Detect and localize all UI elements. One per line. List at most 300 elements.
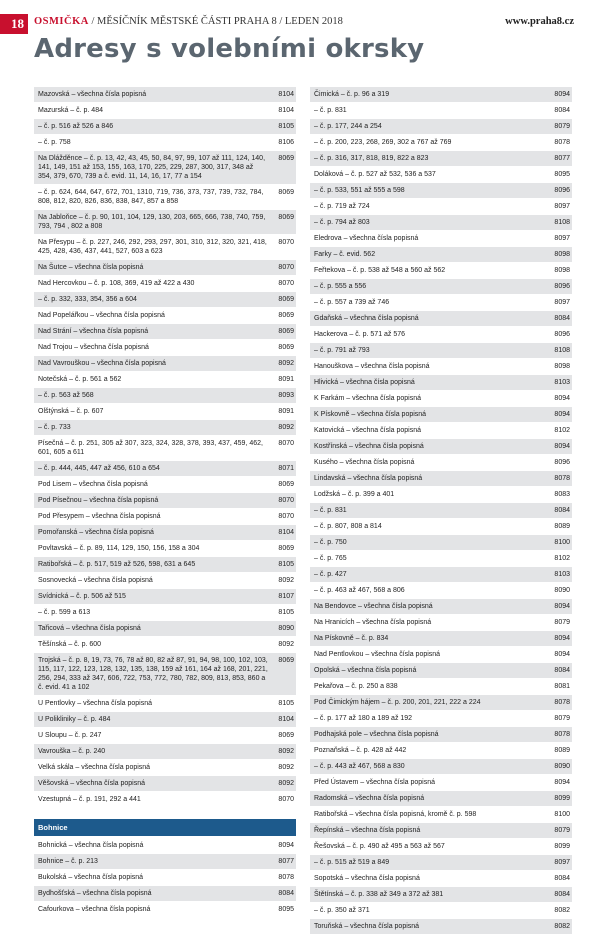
table-row bbox=[310, 471, 572, 487]
left-address-list bbox=[34, 87, 296, 808]
table-row bbox=[310, 823, 572, 839]
street-text: Pomořanská – všechna čísla popisná bbox=[38, 529, 154, 536]
precinct-number: 8099 bbox=[554, 795, 570, 802]
table-row bbox=[34, 324, 296, 340]
table-row bbox=[34, 276, 296, 292]
table-row bbox=[310, 439, 572, 455]
table-row bbox=[310, 631, 572, 647]
street-text: Hlivická – všechna čísla popisná bbox=[314, 379, 415, 386]
precinct-number: 8078 bbox=[554, 731, 570, 738]
table-row bbox=[310, 103, 572, 119]
street-text: – č. p. 316, 317, 818, 819, 822 a 823 bbox=[314, 155, 429, 162]
precinct-number: 8096 bbox=[554, 187, 570, 194]
table-row bbox=[310, 759, 572, 775]
street-text: Čimická – č. p. 96 a 319 bbox=[314, 91, 390, 98]
street-text: – č. p. 831 bbox=[314, 507, 347, 514]
street-text: – č. p. 515 až 519 a 849 bbox=[314, 859, 390, 866]
street-text: Štětínská – č. p. 338 až 349 a 372 až 381 bbox=[314, 891, 444, 898]
table-row bbox=[310, 87, 572, 103]
street-text: K Farkám – všechna čísla popisná bbox=[314, 395, 421, 402]
street-text: Povltavská – č. p. 89, 114, 129, 150, 156, 158 a 304 bbox=[38, 545, 200, 552]
precinct-number: 8098 bbox=[554, 251, 570, 258]
precinct-number: 8069 bbox=[278, 312, 294, 319]
table-row bbox=[310, 919, 572, 935]
street-text: Katovická – všechna čísla popisná bbox=[314, 427, 422, 434]
table-row bbox=[34, 525, 296, 541]
street-text: Pod Přesypem – všechna čísla popisná bbox=[38, 513, 161, 520]
page-header bbox=[0, 0, 600, 36]
precinct-number: 8091 bbox=[278, 408, 294, 415]
right-column bbox=[310, 87, 572, 935]
precinct-number: 8102 bbox=[554, 427, 570, 434]
table-row bbox=[34, 776, 296, 792]
precinct-number: 8104 bbox=[278, 716, 294, 723]
precinct-number: 8078 bbox=[554, 475, 570, 482]
street-text: Hackerova – č. p. 571 až 576 bbox=[314, 331, 406, 338]
table-row bbox=[34, 420, 296, 436]
table-row bbox=[310, 855, 572, 871]
table-row bbox=[310, 679, 572, 695]
table-row bbox=[310, 567, 572, 583]
street-text: Poznaňská – č. p. 428 až 442 bbox=[314, 747, 407, 754]
table-row bbox=[310, 807, 572, 823]
table-row bbox=[34, 792, 296, 808]
precinct-number: 8070 bbox=[278, 513, 294, 520]
precinct-number: 8070 bbox=[278, 280, 294, 287]
table-row bbox=[310, 135, 572, 151]
table-row bbox=[34, 653, 296, 696]
street-text: – č. p. 350 až 371 bbox=[314, 907, 370, 914]
street-text: Kostřínská – všechna čísla popisná bbox=[314, 443, 424, 450]
precinct-number: 8069 bbox=[278, 481, 294, 488]
street-text: Olštýnská – č. p. 607 bbox=[38, 408, 104, 415]
table-row bbox=[34, 573, 296, 589]
precinct-number: 8078 bbox=[278, 873, 294, 881]
street-text: Podhajská pole – všechna čísla popisná bbox=[314, 731, 439, 738]
table-row bbox=[34, 637, 296, 653]
precinct-number: 8070 bbox=[278, 796, 294, 803]
table-row bbox=[34, 461, 296, 477]
street-text: Kusého – všechna čísla popisná bbox=[314, 459, 415, 466]
table-row bbox=[310, 263, 572, 279]
table-row bbox=[310, 615, 572, 631]
table-row bbox=[34, 696, 296, 712]
precinct-number: 8108 bbox=[554, 219, 570, 226]
bohnice-address-list bbox=[34, 838, 296, 918]
precinct-number: 8097 bbox=[554, 859, 570, 866]
street-text: Pekařova – č. p. 250 a 838 bbox=[314, 683, 398, 690]
street-text: Bukolská – všechna čísla popisná bbox=[38, 873, 144, 881]
street-text: Mazovská – všechna čísla popisná bbox=[38, 91, 147, 98]
table-row bbox=[310, 423, 572, 439]
precinct-number: 8103 bbox=[554, 571, 570, 578]
precinct-number: 8077 bbox=[278, 857, 294, 865]
street-text: Lindavská – všechna čísla popisná bbox=[314, 475, 423, 482]
street-text: Toruňská – všechna čísla popisná bbox=[314, 923, 420, 930]
table-row bbox=[34, 838, 296, 854]
street-text: Ratibořská – všechna čísla popisná, kromě č. p. 598 bbox=[314, 811, 477, 818]
street-text: Před Ústavem – všechna čísla popisná bbox=[314, 779, 436, 786]
precinct-number: 8084 bbox=[554, 875, 570, 882]
street-text: – č. p. 332, 333, 354, 356 a 604 bbox=[38, 296, 137, 303]
table-row bbox=[34, 210, 296, 235]
street-text: Nad Popelářkou – všechna čísla popisná bbox=[38, 312, 165, 319]
street-text: Vavrouška – č. p. 240 bbox=[38, 748, 106, 755]
precinct-number: 8069 bbox=[278, 214, 294, 221]
street-text: Cafourkova – všechna čísla popisná bbox=[38, 905, 151, 913]
table-row bbox=[310, 503, 572, 519]
table-row bbox=[34, 151, 296, 185]
table-row bbox=[310, 663, 572, 679]
table-row bbox=[34, 372, 296, 388]
precinct-number: 8082 bbox=[554, 923, 570, 930]
street-text: Pod Písečnou – všechna čísla popisná bbox=[38, 497, 159, 504]
street-text: Lodžská – č. p. 399 a 401 bbox=[314, 491, 395, 498]
street-text: – č. p. 831 bbox=[314, 107, 347, 114]
precinct-number: 8078 bbox=[554, 699, 570, 706]
table-row bbox=[34, 744, 296, 760]
table-row bbox=[34, 260, 296, 276]
table-row bbox=[34, 436, 296, 461]
precinct-number: 8092 bbox=[278, 748, 294, 755]
precinct-number: 8090 bbox=[554, 763, 570, 770]
table-row bbox=[310, 871, 572, 887]
precinct-number: 8070 bbox=[278, 264, 294, 271]
precinct-number: 8092 bbox=[278, 780, 294, 787]
table-row bbox=[310, 647, 572, 663]
street-text: Hanouškova – všechna čísla popisná bbox=[314, 363, 430, 370]
street-text: Na Hranicích – všechna čísla popisná bbox=[314, 619, 432, 626]
table-row bbox=[34, 557, 296, 573]
street-text: Řepínská – všechna čísla popisná bbox=[314, 827, 421, 834]
table-row bbox=[310, 535, 572, 551]
precinct-number: 8079 bbox=[554, 619, 570, 626]
table-row bbox=[310, 839, 572, 855]
table-row bbox=[310, 775, 572, 791]
publication-line bbox=[34, 16, 343, 27]
street-text: Nad Strání – všechna čísla popisná bbox=[38, 328, 149, 335]
precinct-number: 8097 bbox=[554, 299, 570, 306]
street-text: Sosnovecká – všechna čísla popisná bbox=[38, 577, 153, 584]
street-text: – č. p. 733 bbox=[38, 424, 71, 431]
precinct-number: 8093 bbox=[278, 392, 294, 399]
table-row bbox=[34, 356, 296, 372]
precinct-number: 8094 bbox=[554, 395, 570, 402]
table-row bbox=[34, 902, 296, 918]
right-address-list bbox=[310, 87, 572, 935]
precinct-number: 8070 bbox=[278, 239, 294, 246]
table-row bbox=[310, 247, 572, 263]
street-text: Na Jabloňce – č. p. 90, 101, 104, 129, 130, 203, 665, 666, 738, 740, 759, 793, 794 , 802 a 808 bbox=[38, 214, 266, 230]
table-row bbox=[310, 199, 572, 215]
precinct-number: 8108 bbox=[554, 347, 570, 354]
table-row bbox=[310, 327, 572, 343]
street-text: Na Bendovce – všechna čísla popisná bbox=[314, 603, 433, 610]
table-row bbox=[34, 712, 296, 728]
street-text: – č. p. 555 a 556 bbox=[314, 283, 367, 290]
table-row bbox=[310, 231, 572, 247]
precinct-number: 8084 bbox=[554, 667, 570, 674]
street-text: U Polikliniky – č. p. 484 bbox=[38, 716, 111, 723]
street-text: – č. p. 758 bbox=[38, 139, 71, 146]
precinct-number: 8070 bbox=[278, 440, 294, 447]
precinct-number: 8099 bbox=[554, 843, 570, 850]
precinct-number: 8100 bbox=[554, 811, 570, 818]
precinct-number: 8106 bbox=[278, 139, 294, 146]
table-row bbox=[34, 621, 296, 637]
precinct-number: 8084 bbox=[554, 315, 570, 322]
table-row bbox=[310, 551, 572, 567]
table-row bbox=[34, 854, 296, 870]
street-text: K Pískovně – všechna čísla popisná bbox=[314, 411, 427, 418]
precinct-number: 8089 bbox=[554, 747, 570, 754]
table-row bbox=[310, 375, 572, 391]
table-row bbox=[310, 903, 572, 919]
street-text: – č. p. 765 bbox=[314, 555, 347, 562]
street-text: Svídnická – č. p. 506 až 515 bbox=[38, 593, 126, 600]
precinct-number: 8082 bbox=[554, 907, 570, 914]
precinct-number: 8097 bbox=[554, 203, 570, 210]
street-text: Nad Vavrouškou – všechna čísla popisná bbox=[38, 360, 166, 367]
table-row bbox=[310, 407, 572, 423]
street-text: – č. p. 463 až 467, 568 a 806 bbox=[314, 587, 405, 594]
table-row bbox=[310, 711, 572, 727]
precinct-number: 8069 bbox=[278, 296, 294, 303]
precinct-number: 8069 bbox=[278, 155, 294, 162]
street-text: – č. p. 200, 223, 268, 269, 302 a 767 až 769 bbox=[314, 139, 452, 146]
street-text: Mazurská – č. p. 484 bbox=[38, 107, 103, 114]
street-text: Pod Lisem – všechna čísla popisná bbox=[38, 481, 148, 488]
publication-subtitle: / MĚSÍČNÍK MĚSTSKÉ ČÁSTI PRAHA 8 / LEDEN 2018 bbox=[91, 16, 343, 27]
street-text: – č. p. 444, 445, 447 až 456, 610 a 654 bbox=[38, 465, 160, 472]
street-text: Řešovská – č. p. 490 až 495 a 563 až 567 bbox=[314, 843, 445, 850]
table-row bbox=[310, 519, 572, 535]
precinct-number: 8069 bbox=[278, 328, 294, 335]
street-text: Feřtekova – č. p. 538 až 548 a 560 až 562 bbox=[314, 267, 446, 274]
street-text: Bohnice – č. p. 213 bbox=[38, 857, 98, 865]
table-row bbox=[310, 343, 572, 359]
precinct-number: 8084 bbox=[554, 891, 570, 898]
table-row bbox=[310, 743, 572, 759]
precinct-number: 8078 bbox=[554, 139, 570, 146]
street-text: – č. p. 516 až 526 a 846 bbox=[38, 123, 114, 130]
table-row bbox=[34, 728, 296, 744]
precinct-number: 8079 bbox=[554, 827, 570, 834]
street-text: Těšínská – č. p. 600 bbox=[38, 641, 102, 648]
street-text: Na Šutce – všechna čísla popisná bbox=[38, 264, 144, 271]
table-row bbox=[34, 185, 296, 210]
page-number: 18 bbox=[0, 14, 28, 34]
table-row bbox=[34, 292, 296, 308]
street-text: – č. p. 443 až 467, 568 a 830 bbox=[314, 763, 405, 770]
table-row bbox=[34, 308, 296, 324]
precinct-number: 8091 bbox=[278, 376, 294, 383]
table-row bbox=[34, 404, 296, 420]
precinct-number: 8105 bbox=[278, 609, 294, 616]
street-text: Pod Čimickým hájem – č. p. 200, 201, 221, 222 a 224 bbox=[314, 699, 481, 706]
street-text: Vzestupná – č. p. 191, 292 a 441 bbox=[38, 796, 141, 803]
precinct-number: 8104 bbox=[278, 107, 294, 114]
street-text: Velká skála – všechna čísla popisná bbox=[38, 764, 151, 771]
precinct-number: 8081 bbox=[554, 683, 570, 690]
page-title: Adresy s volebními okrsky bbox=[34, 34, 425, 64]
street-text: – č. p. 624, 644, 647, 672, 701, 1310, 719, 736, 373, 737, 739, 732, 784, 808, 812, 820, 826, 836, 838, 847, 857 a 858 bbox=[38, 189, 264, 205]
table-row bbox=[34, 760, 296, 776]
precinct-number: 8094 bbox=[554, 635, 570, 642]
table-row bbox=[34, 541, 296, 557]
table-row bbox=[310, 295, 572, 311]
precinct-number: 8071 bbox=[278, 465, 294, 472]
street-text: – č. p. 427 bbox=[314, 571, 347, 578]
precinct-number: 8079 bbox=[554, 123, 570, 130]
table-row bbox=[310, 727, 572, 743]
street-text: – č. p. 599 a 613 bbox=[38, 609, 91, 616]
street-text: Věšovská – všechna čísla popisná bbox=[38, 780, 146, 787]
street-text: – č. p. 533, 551 až 555 a 598 bbox=[314, 187, 405, 194]
table-row bbox=[34, 605, 296, 621]
table-row bbox=[310, 391, 572, 407]
precinct-number: 8092 bbox=[278, 360, 294, 367]
street-text: U Sloupu – č. p. 247 bbox=[38, 732, 102, 739]
table-row bbox=[34, 119, 296, 135]
street-text: Tařicová – všechna čísla popisná bbox=[38, 625, 141, 632]
table-row bbox=[310, 455, 572, 471]
table-row bbox=[310, 791, 572, 807]
precinct-number: 8094 bbox=[554, 443, 570, 450]
street-text: Nad Trojou – všechna čísla popisná bbox=[38, 344, 149, 351]
precinct-number: 8096 bbox=[554, 459, 570, 466]
table-row bbox=[310, 359, 572, 375]
precinct-number: 8094 bbox=[554, 651, 570, 658]
street-text: Na Dlážděnce – č. p. 13, 42, 43, 45, 50, 84, 97, 99, 107 až 111, 124, 140, 141, 149, 151 až 153, 155, 163, 170, 225, 229, 287, 300, 317, 348 až 354, 379, 670, 739 a č. evid. 11, 14, 16, 17, 77 a 154 bbox=[38, 155, 266, 180]
table-row bbox=[34, 340, 296, 356]
table-row bbox=[34, 886, 296, 902]
table-row bbox=[34, 870, 296, 886]
precinct-number: 8094 bbox=[278, 841, 294, 849]
precinct-number: 8104 bbox=[278, 529, 294, 536]
precinct-number: 8069 bbox=[278, 189, 294, 196]
street-text: Ratibořská – č. p. 517, 519 až 526, 598, 631 a 645 bbox=[38, 561, 196, 568]
precinct-number: 8090 bbox=[278, 625, 294, 632]
street-text: – č. p. 563 až 568 bbox=[38, 392, 94, 399]
street-text: Na Přesypu – č. p. 227, 246, 292, 293, 297, 301, 310, 312, 320, 321, 418, 425, 428, 436, 437, 441, 527, 603 a 623 bbox=[38, 239, 267, 255]
table-row bbox=[310, 695, 572, 711]
precinct-number: 8092 bbox=[278, 641, 294, 648]
table-row bbox=[34, 493, 296, 509]
street-text: – č. p. 719 až 724 bbox=[314, 203, 370, 210]
table-row bbox=[310, 215, 572, 231]
street-text: Doláková – č. p. 527 až 532, 536 a 537 bbox=[314, 171, 436, 178]
precinct-number: 8096 bbox=[554, 331, 570, 338]
website-link[interactable]: www.praha8.cz bbox=[505, 16, 574, 27]
table-row bbox=[34, 235, 296, 260]
precinct-number: 8083 bbox=[554, 491, 570, 498]
table-row bbox=[34, 103, 296, 119]
street-text: Písečná – č. p. 251, 305 až 307, 323, 324, 328, 378, 393, 437, 459, 462, 601, 605 a 611 bbox=[38, 440, 263, 456]
street-text: Bohnická – všechna čísla popisná bbox=[38, 841, 144, 849]
publication-brand: OSMIČKA bbox=[34, 16, 89, 27]
precinct-number: 8092 bbox=[278, 424, 294, 431]
street-text: – č. p. 791 až 793 bbox=[314, 347, 370, 354]
precinct-number: 8089 bbox=[554, 523, 570, 530]
street-text: Gdaňská – všechna čísla popisná bbox=[314, 315, 419, 322]
precinct-number: 8100 bbox=[554, 539, 570, 546]
precinct-number: 8069 bbox=[278, 657, 294, 664]
precinct-number: 8084 bbox=[278, 889, 294, 897]
precinct-number: 8095 bbox=[554, 171, 570, 178]
street-text: – č. p. 177, 244 a 254 bbox=[314, 123, 382, 130]
precinct-number: 8092 bbox=[278, 764, 294, 771]
street-text: – č. p. 750 bbox=[314, 539, 347, 546]
table-row bbox=[310, 183, 572, 199]
street-text: – č. p. 794 až 803 bbox=[314, 219, 370, 226]
street-text: – č. p. 557 a 739 až 746 bbox=[314, 299, 390, 306]
street-text: Farky – č. evid. 562 bbox=[314, 251, 376, 258]
precinct-number: 8094 bbox=[554, 779, 570, 786]
precinct-number: 8107 bbox=[278, 593, 294, 600]
precinct-number: 8105 bbox=[278, 123, 294, 130]
precinct-number: 8102 bbox=[554, 555, 570, 562]
street-text: U Pentlovky – všechna čísla popisná bbox=[38, 700, 153, 707]
street-text: Eledrova – všechna čísla popisná bbox=[314, 235, 419, 242]
precinct-number: 8094 bbox=[554, 603, 570, 610]
precinct-number: 8098 bbox=[554, 267, 570, 274]
street-text: Na Pískovně – č. p. 834 bbox=[314, 635, 389, 642]
precinct-number: 8069 bbox=[278, 732, 294, 739]
table-row bbox=[310, 279, 572, 295]
precinct-number: 8104 bbox=[278, 91, 294, 98]
precinct-number: 8105 bbox=[278, 561, 294, 568]
table-row bbox=[34, 477, 296, 493]
table-row bbox=[310, 151, 572, 167]
section-header-bohnice: Bohnice bbox=[34, 819, 296, 836]
table-row bbox=[34, 388, 296, 404]
street-text: Trojská – č. p. 8, 19, 73, 76, 78 až 80, 82 až 87, 91, 94, 98, 100, 102, 103, 115, 117, 122, 123, 128, 132, 135, 138, 159 až 161, 164 až 168, 201, 221, 256, 294, 333 až 347, 606, 722, 753, 772, 780, 782, 809, 813, 853, 860 a č. evid. 41 a 102 bbox=[38, 657, 268, 691]
street-text: Bydhošťská – všechna čísla popisná bbox=[38, 889, 152, 897]
table-row bbox=[310, 887, 572, 903]
precinct-number: 8105 bbox=[278, 700, 294, 707]
precinct-number: 8084 bbox=[554, 107, 570, 114]
table-row bbox=[34, 589, 296, 605]
precinct-number: 8090 bbox=[554, 587, 570, 594]
precinct-number: 8103 bbox=[554, 379, 570, 386]
precinct-number: 8070 bbox=[278, 497, 294, 504]
street-text: Nad Pentlovkou – všechna čísla popisná bbox=[314, 651, 441, 658]
precinct-number: 8079 bbox=[554, 715, 570, 722]
precinct-number: 8094 bbox=[554, 91, 570, 98]
precinct-number: 8097 bbox=[554, 235, 570, 242]
table-row bbox=[34, 135, 296, 151]
left-column bbox=[34, 87, 296, 918]
table-row bbox=[34, 509, 296, 525]
precinct-number: 8096 bbox=[554, 283, 570, 290]
street-text: Notečská – č. p. 561 a 562 bbox=[38, 376, 122, 383]
precinct-number: 8069 bbox=[278, 344, 294, 351]
street-text: – č. p. 177 až 180 a 189 až 192 bbox=[314, 715, 413, 722]
street-text: Radomská – všechna čísla popisná bbox=[314, 795, 425, 802]
precinct-number: 8092 bbox=[278, 577, 294, 584]
table-row bbox=[310, 599, 572, 615]
precinct-number: 8098 bbox=[554, 363, 570, 370]
precinct-number: 8084 bbox=[554, 507, 570, 514]
table-row bbox=[310, 167, 572, 183]
street-text: Opolská – všechna čísla popisná bbox=[314, 667, 417, 674]
street-text: Nad Hercovkou – č. p. 108, 369, 419 až 422 a 430 bbox=[38, 280, 195, 287]
table-row bbox=[310, 119, 572, 135]
precinct-number: 8069 bbox=[278, 545, 294, 552]
street-text: – č. p. 807, 808 a 814 bbox=[314, 523, 382, 530]
table-row bbox=[34, 87, 296, 103]
